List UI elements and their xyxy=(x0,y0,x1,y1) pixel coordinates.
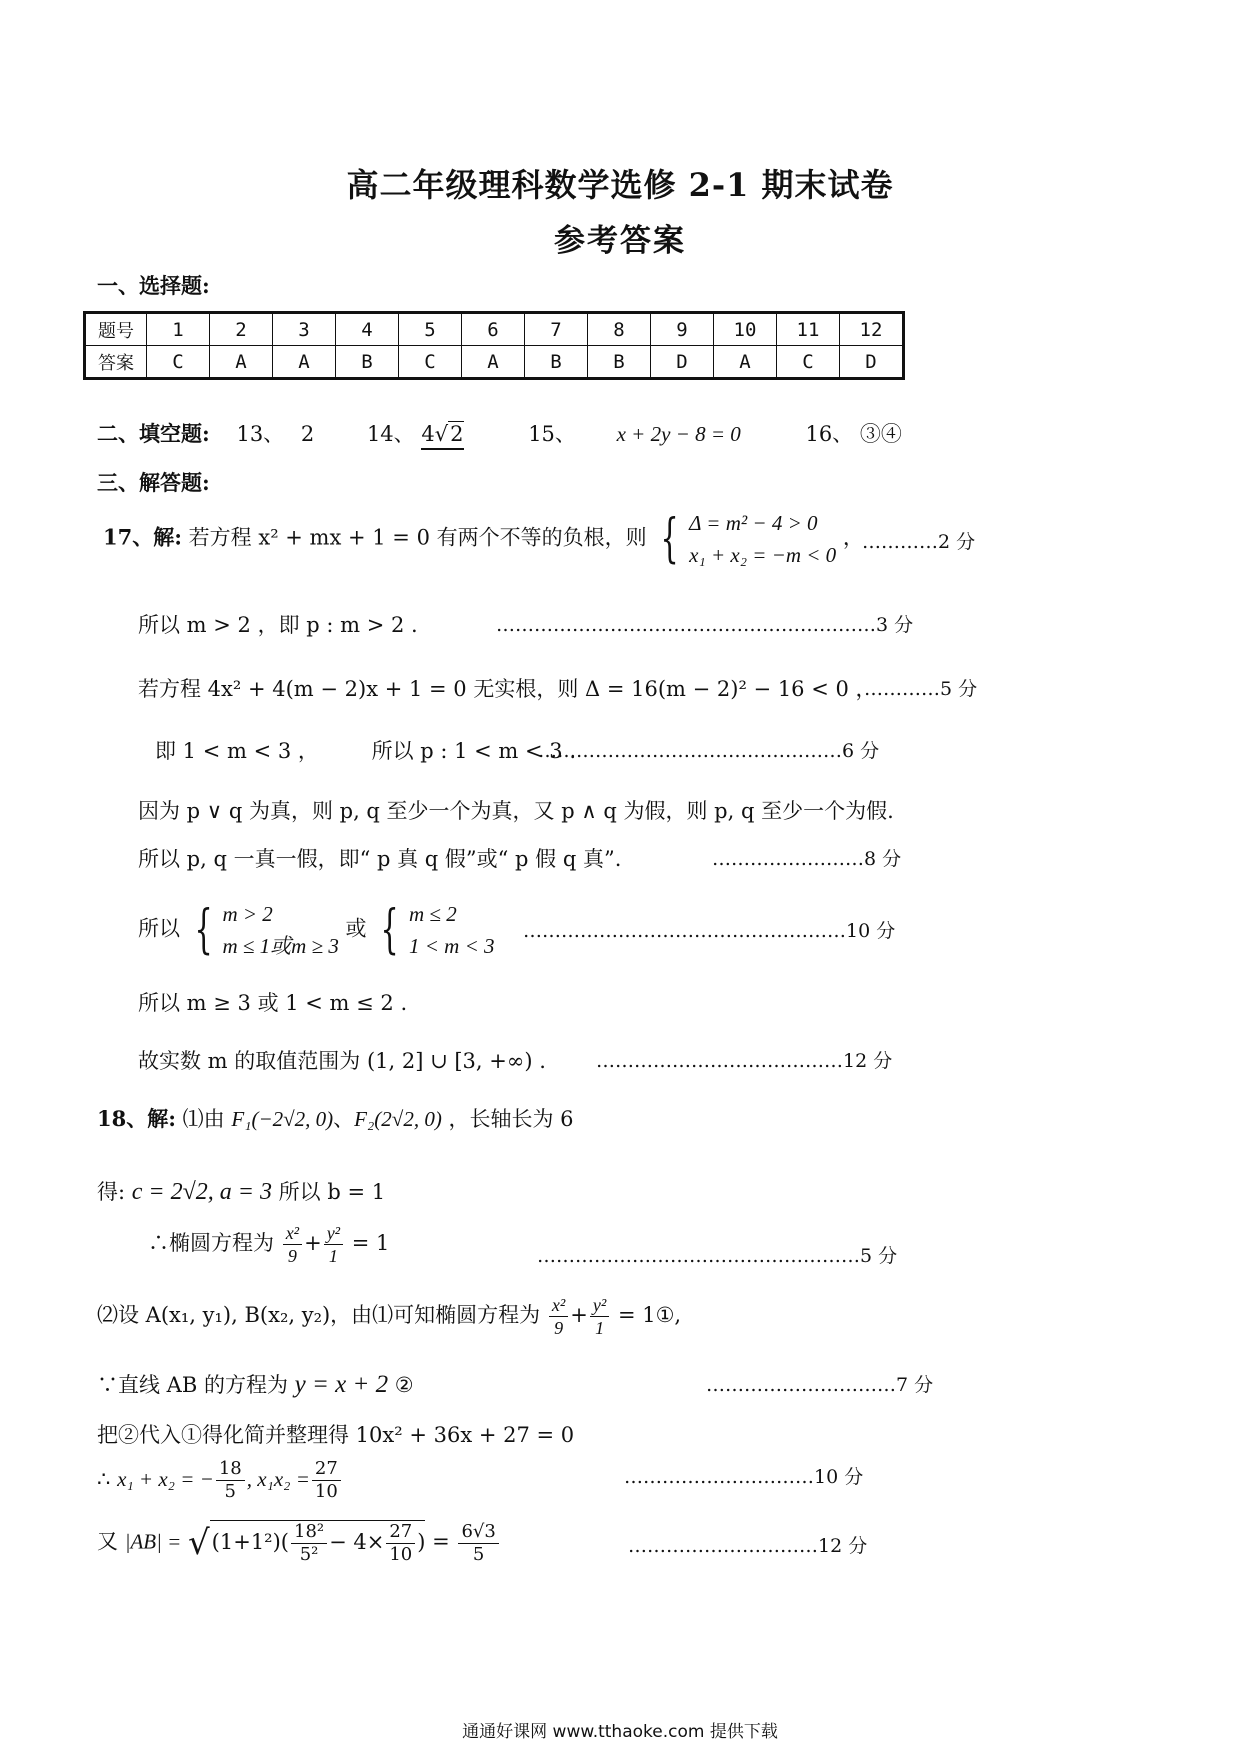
q17-system-eq1: Δ = m² − 4 > 0 xyxy=(689,511,818,535)
plus-sign: + xyxy=(570,1303,588,1327)
section-choice-label: 一、选择题: xyxy=(97,273,210,298)
table-cell: C xyxy=(777,346,840,379)
fraction xyxy=(216,1458,245,1503)
q14-answer: 4√2 xyxy=(421,422,463,450)
q14-coef: 4 xyxy=(421,422,435,446)
table-cell: 3 xyxy=(273,313,336,346)
table-row-numbers xyxy=(85,313,904,346)
table-cell: 12 xyxy=(840,313,904,346)
q13-label: 13、 xyxy=(236,422,285,446)
fill-in-row xyxy=(97,418,902,448)
q17-system-eq2: x₁ + x₂ = −m < 0 xyxy=(689,543,837,567)
q18-line7 xyxy=(97,1458,343,1503)
q18-line2-math: c = 2√2, a = 3 xyxy=(131,1179,272,1205)
q17-system2 xyxy=(222,898,338,962)
q17-line5: 因为 p ∨ q 为真，则 p, q 至少一个为真，又 p ∧ q 为假，则 p, q 至少一个为假. xyxy=(138,799,894,823)
score-marker: ……………………………………………10 分 xyxy=(523,920,896,942)
q18-line5-pre: ∵直线 AB 的方程为 xyxy=(97,1373,288,1397)
q16-answer: ③④ xyxy=(859,422,902,446)
q18-line1-pre: ⑴由 xyxy=(182,1107,225,1131)
fraction-numerator: 27 xyxy=(312,1458,341,1481)
fraction-numerator: x² xyxy=(549,1294,568,1317)
score-marker: …………………………10 分 xyxy=(624,1466,864,1488)
sqrt-icon: √ xyxy=(188,1523,210,1563)
table-cell: C xyxy=(147,346,210,379)
table-cell: 10 xyxy=(714,313,777,346)
fraction xyxy=(590,1294,609,1339)
q18-line2 xyxy=(97,1176,385,1206)
q17-line4b: 所以 p : 1 < m < 3 . xyxy=(371,739,576,763)
score-marker: …………………………12 分 xyxy=(628,1535,868,1557)
table-header-cell: 题号 xyxy=(85,313,147,346)
q18-line4-post: = 1①, xyxy=(617,1303,682,1327)
score-marker: ……………………………………………5 分 xyxy=(537,1245,898,1267)
focus-f1: F₁(−2√2, 0) xyxy=(231,1107,334,1131)
score-marker: …………………………7 分 xyxy=(706,1374,934,1396)
q18-line6: 把②代入①得化简并整理得 10x² + 36x + 27 = 0 xyxy=(97,1423,575,1447)
q18-line2-pre: 得: xyxy=(97,1180,126,1204)
q17-line7-or: 或 xyxy=(345,916,367,941)
fraction xyxy=(283,1222,302,1267)
fraction-denominator: 1 xyxy=(595,1318,605,1338)
q17-system3 xyxy=(409,898,495,962)
q18-sep: 、 xyxy=(333,1107,355,1131)
score-marker: ……………………8 分 xyxy=(712,848,902,870)
q18-line8-ab: |AB| = xyxy=(124,1529,182,1554)
q18-line5-post: ② xyxy=(394,1373,414,1397)
q17-line7-pre: 所以 xyxy=(138,916,180,941)
table-cell: 2 xyxy=(210,313,273,346)
fraction xyxy=(458,1521,498,1566)
q17-head: 17、解: xyxy=(103,524,182,550)
q13-answer: 2 xyxy=(300,422,315,446)
fraction-denominator: 10 xyxy=(389,1544,413,1565)
q18-line4-pre: ⑵设 A(x₁, y₁), B(x₂, y₂)，由⑴可知椭圆方程为 xyxy=(97,1303,541,1327)
q17-line9: 故实数 m 的取值范围为 (1, 2] ∪ [3, +∞) . xyxy=(138,1049,546,1073)
q18-line8-pre: 又 xyxy=(97,1529,118,1554)
score-marker: …………5 分 xyxy=(864,678,978,700)
radicand-post: ) xyxy=(417,1530,426,1554)
q18-line8: 又 |AB| = √(1+1²)( $\frac{\text{18²}}{\text{5²}}$ − 4× $\frac{27}{10}$ ) = $\frac{6√3}{5}$ xyxy=(97,1520,501,1566)
fraction-numerator: 18² xyxy=(291,1521,327,1544)
fraction-denominator: 5 xyxy=(224,1481,236,1502)
table-cell: C xyxy=(399,346,462,379)
score-marker: …………………………………12 分 xyxy=(596,1050,893,1072)
fraction xyxy=(549,1294,568,1339)
focus-f2: F₂(2√2, 0) xyxy=(354,1107,442,1131)
fraction-denominator: 5² xyxy=(299,1544,319,1565)
q18-line5-math: y = x + 2 xyxy=(294,1371,389,1398)
table-cell: 11 xyxy=(777,313,840,346)
q17-comma: ， xyxy=(842,525,864,550)
fraction-denominator: 1 xyxy=(328,1246,338,1266)
table-cell: A xyxy=(210,346,273,379)
score-marker: …………………………………………6 分 xyxy=(538,740,880,762)
q17-system2-eq2: m ≤ 1或m ≥ 3 xyxy=(222,934,339,958)
q18-line7-b: , x₁x₂ = xyxy=(246,1467,310,1491)
sqrt-radicand xyxy=(210,1520,426,1566)
q18-line5 xyxy=(97,1369,414,1399)
q17-system3-eq1: m ≤ 2 xyxy=(409,902,457,926)
table-cell: 8 xyxy=(588,313,651,346)
table-cell: 9 xyxy=(651,313,714,346)
q15-answer: x + 2y − 8 = 0 xyxy=(616,422,741,446)
footer-credit: 通通好课网 www.tthaoke.com 提供下载 xyxy=(462,1722,778,1742)
score-marker: ……………………………………………………3 分 xyxy=(496,614,914,636)
q17-line6: 所以 p, q 一真一假，即“ p 真 q 假”或“ p 假 q 真”. xyxy=(138,847,622,871)
radicand-mid: − 4× xyxy=(329,1530,385,1554)
q18-line7-a: x₁ + x₂ = − xyxy=(117,1467,214,1491)
table-cell: B xyxy=(336,346,399,379)
left-brace-icon: { xyxy=(660,509,679,569)
q18-head: 18、解: xyxy=(97,1106,176,1131)
q18-line2-post: 所以 b = 1 xyxy=(278,1180,386,1204)
table-cell: 1 xyxy=(147,313,210,346)
q17-system3-eq2: 1 < m < 3 xyxy=(409,934,495,958)
q14-label: 14、 xyxy=(366,422,415,446)
q15-label: 15、 xyxy=(528,422,576,446)
page-title: 高二年级理科数学选修 2-1 期末试卷 xyxy=(346,166,894,204)
table-cell: A xyxy=(714,346,777,379)
q18-line1-post: ，长轴长为 6 xyxy=(448,1107,574,1131)
fraction-denominator: 5 xyxy=(472,1543,485,1565)
table-cell: B xyxy=(588,346,651,379)
q17-text: 若方程 x² + mx + 1 = 0 有两个不等的负根，则 xyxy=(188,525,647,550)
radicand-pre: (1+1²)( xyxy=(211,1530,289,1554)
fraction xyxy=(291,1521,327,1566)
fraction-numerator: 27 xyxy=(386,1521,415,1544)
fraction-numerator: x² xyxy=(283,1222,302,1245)
q17-system xyxy=(689,507,836,571)
table-cell: 4 xyxy=(336,313,399,346)
q17-line3: 若方程 4x² + 4(m − 2)x + 1 = 0 无实根，则 Δ = 16(m − 2)² − 16 < 0 ， xyxy=(138,677,877,701)
table-cell: 6 xyxy=(462,313,525,346)
table-cell: A xyxy=(462,346,525,379)
equals-one: = 1 xyxy=(351,1231,390,1255)
table-cell: B xyxy=(525,346,588,379)
table-cell: 7 xyxy=(525,313,588,346)
fraction-numerator: 6√3 xyxy=(458,1521,498,1544)
q17-system2-eq1: m > 2 xyxy=(222,902,273,926)
section-fill-label: 二、填空题: xyxy=(97,421,210,446)
fraction-numerator: 18 xyxy=(216,1458,245,1481)
table-header-cell: 答案 xyxy=(85,346,147,379)
q17-line2: 所以 m > 2 ，即 p : m > 2 . xyxy=(138,613,418,637)
fraction-denominator: 10 xyxy=(314,1481,338,1502)
table-cell: A xyxy=(273,346,336,379)
score-marker: …………2 分 xyxy=(862,531,976,553)
page-subtitle: 参考答案 xyxy=(554,223,686,259)
plus-sign: + xyxy=(304,1231,322,1255)
left-brace-icon: { xyxy=(380,900,399,960)
q18-line7-pre: ∴ xyxy=(97,1467,111,1491)
q16-label: 16、 xyxy=(805,422,854,446)
q18-line1 xyxy=(97,1103,574,1133)
section-solve-label: 三、解答题: xyxy=(97,470,210,495)
q17-line8: 所以 m ≥ 3 或 1 < m ≤ 2 . xyxy=(138,991,408,1015)
left-brace-icon: { xyxy=(194,900,213,960)
fraction-numerator: y² xyxy=(324,1222,343,1245)
fraction-numerator: y² xyxy=(590,1294,609,1317)
fraction xyxy=(386,1521,415,1566)
q17-line7 xyxy=(138,898,495,962)
q14-radicand: 2 xyxy=(450,422,464,446)
fraction xyxy=(324,1222,343,1267)
q18-line3-pre: ∴椭圆方程为 xyxy=(148,1231,274,1255)
q17-line1 xyxy=(103,507,864,571)
q18-line3 xyxy=(148,1222,389,1267)
fraction xyxy=(312,1458,341,1503)
q18-line4 xyxy=(97,1294,681,1339)
q17-line4a: 即 1 < m < 3 ， xyxy=(155,739,319,763)
table-row-answers xyxy=(85,346,904,379)
q17-line4 xyxy=(155,735,576,765)
fraction-denominator: 9 xyxy=(554,1318,564,1338)
answer-table xyxy=(83,311,905,380)
fraction-denominator: 9 xyxy=(287,1246,297,1266)
table-cell: D xyxy=(840,346,904,379)
table-cell: 5 xyxy=(399,313,462,346)
table-cell: D xyxy=(651,346,714,379)
